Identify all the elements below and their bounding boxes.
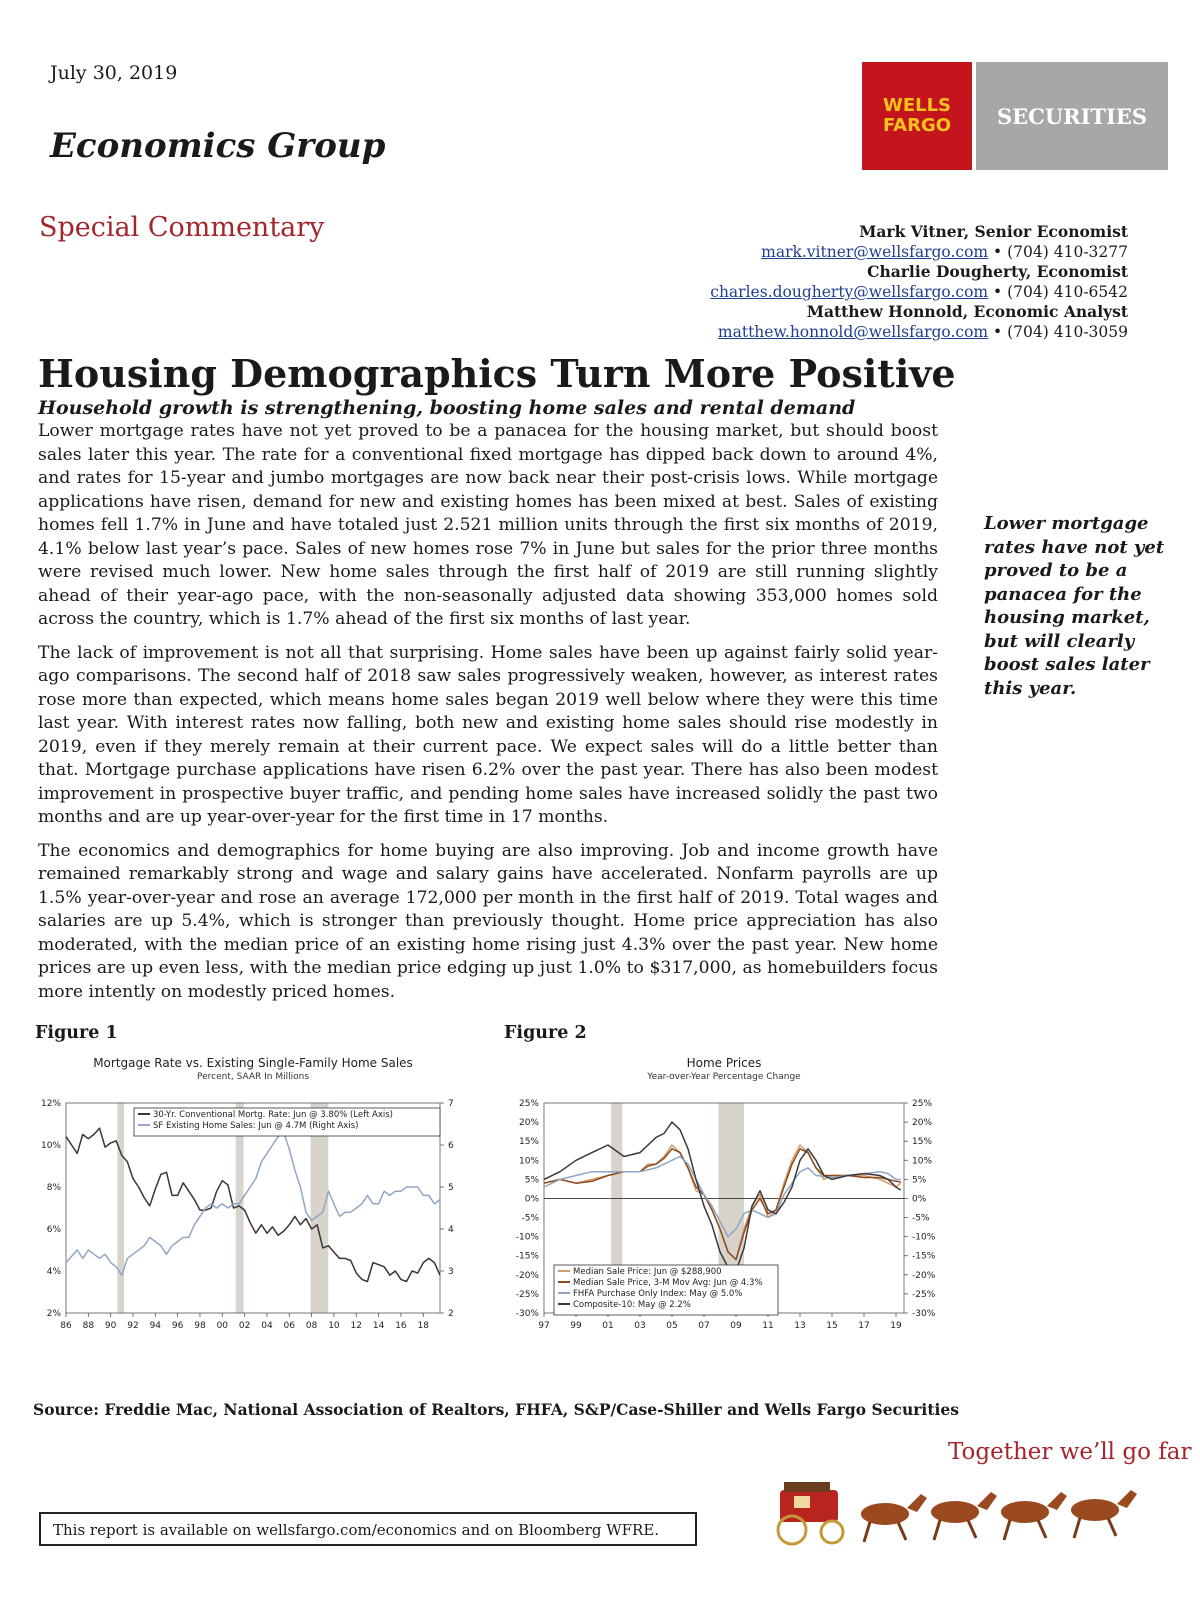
figure-1-chart — [30, 1053, 475, 1383]
y-tick-label-right: -10% — [912, 1232, 936, 1243]
report-date: July 30, 2019 — [50, 62, 178, 84]
x-tick-label: 18 — [417, 1321, 429, 1331]
y-tick-label-right: 10% — [912, 1156, 933, 1167]
author-name: Matthew Honnold, Economic Analyst — [806, 302, 1128, 321]
y-tick-label-right: 5 — [448, 1183, 454, 1193]
author-email-link[interactable]: charles.dougherty@wellsfargo.com — [710, 283, 989, 301]
y-tick-label-right: 20% — [912, 1118, 933, 1129]
horse-head — [907, 1494, 927, 1512]
x-tick-label: 02 — [238, 1321, 251, 1331]
y-tick-label-right: 15% — [912, 1137, 933, 1148]
y-tick-label-left: 6% — [46, 1225, 61, 1235]
y-tick-label-left: 0% — [524, 1194, 539, 1205]
author-contact: mark.vitner@wellsfargo.com • (704) 410-3277 — [761, 243, 1128, 261]
x-tick-label: 92 — [127, 1321, 139, 1331]
y-tick-label-right: 25% — [912, 1099, 933, 1109]
legend-entry: Median Sale Price: Jun @ $288,900 — [573, 1267, 722, 1277]
x-tick-label: 10 — [328, 1321, 340, 1331]
x-tick-label: 16 — [395, 1321, 407, 1331]
coach-roof — [784, 1482, 830, 1492]
y-tick-label-right: -25% — [912, 1289, 936, 1300]
legend-entry: FHFA Purchase Only Index: May @ 5.0% — [573, 1289, 743, 1299]
author-name: Mark Vitner, Senior Economist — [859, 222, 1128, 241]
legend-entry: 30-Yr. Conventional Mortg. Rate: Jun @ 3.80% (Left Axis) — [153, 1110, 393, 1120]
x-tick-label: 06 — [283, 1321, 296, 1331]
x-tick-label: 09 — [730, 1321, 742, 1331]
author-3 — [710, 302, 1128, 342]
x-tick-label: 07 — [698, 1321, 710, 1331]
y-tick-label-left: -10% — [515, 1232, 539, 1243]
section-label: Special Commentary — [39, 212, 325, 243]
author-1 — [710, 222, 1128, 262]
author-email-link[interactable]: mark.vitner@wellsfargo.com — [761, 243, 989, 261]
y-tick-label-right: 6 — [448, 1141, 454, 1151]
x-tick-label: 17 — [858, 1321, 870, 1331]
horse — [931, 1501, 979, 1523]
author-phone: (704) 410-3059 — [1007, 323, 1128, 341]
securities-logo: SECURITIES — [976, 62, 1168, 170]
y-tick-label-left: -20% — [515, 1270, 539, 1281]
x-tick-label: 03 — [634, 1321, 646, 1331]
horse — [1071, 1499, 1119, 1521]
y-tick-label-left: 25% — [518, 1099, 539, 1109]
source-note: Source: Freddie Mac, National Association of Realtors, FHFA, S&P/Case-Shiller and Wells Fargo Securities — [33, 1400, 959, 1419]
horse — [1001, 1501, 1049, 1523]
y-tick-label-left: 10% — [518, 1156, 539, 1167]
horse-team — [861, 1490, 1137, 1525]
x-tick-label: 19 — [890, 1321, 902, 1331]
x-tick-label: 86 — [60, 1321, 72, 1331]
x-tick-label: 88 — [82, 1321, 95, 1331]
chart-subtitle: Percent, SAAR In Millions — [196, 1072, 310, 1082]
y-tick-label-right: 2 — [448, 1309, 454, 1319]
pull-quote: Lower mortgage rates have not yet proved to be a panacea for the housing market, but will clearly boost sales later this year. — [984, 513, 1165, 699]
brand-tagline: Together we’ll go far — [948, 1439, 1192, 1465]
author-email-link[interactable]: matthew.honnold@wellsfargo.com — [717, 323, 989, 341]
y-tick-label-right: 5% — [912, 1175, 927, 1186]
body-paragraph: Lower mortgage rates have not yet proved to be a panacea for the housing market, but should boost sales later this year. The rate for a conventional fixed mortgage has dipped back down to around 4%, and rates for 15-year and jumbo mortgages are now back near their post-crisis lows. While mortgage applications have risen, demand for new and existing homes has been mixed at best. Sales of existing homes fell 1.7% in June and have totaled just 2.521 million units through the first six months of 2019, 4.1% below last year’s pace. Sales of new homes rose 7% in June but sales for the prior three months were revised much lower. New home sales through the first half of 2019 are still running slightly ahead of their year-ago pace, with the non-seasonally adjusted data showing 353,000 homes sold across the country, which is 1.7% ahead of the first six months of last year. — [38, 421, 938, 629]
x-tick-label: 08 — [305, 1321, 318, 1331]
author-phone: (704) 410-3277 — [1007, 243, 1128, 261]
x-tick-label: 11 — [762, 1321, 774, 1331]
y-tick-label-left: 15% — [518, 1137, 539, 1148]
article-subtitle: Household growth is strengthening, boosting home sales and rental demand — [38, 397, 856, 419]
body-paragraph: The economics and demographics for home buying are also improving. Job and income growth have remained remarkably strong and wage and salary gains have accelerated. Nonfarm payrolls are up 1.5% year-over-year and rose an average 172,000 per month in the first half of 2019. Total wages and salaries are up 5.4%, which is stronger than previously thought. Home price appreciation has also moderated, with the median price of an existing home rising just 4.3% over the past year. New home prices are up even less, with the median price edging up just 1.0% to $317,000, as homebuilders focus more intently on modestly priced homes. — [38, 840, 938, 1002]
article-body — [38, 420, 938, 1014]
figure-1-label: Figure 1 — [35, 1023, 118, 1043]
legend-entry: Composite-10: May @ 2.2% — [573, 1300, 691, 1310]
y-tick-label-left: 20% — [518, 1118, 539, 1129]
y-tick-label-right: -20% — [912, 1270, 936, 1281]
recession-band — [117, 1103, 124, 1313]
x-tick-label: 97 — [538, 1321, 550, 1331]
y-tick-label-left: -5% — [521, 1213, 539, 1224]
y-tick-label-left: 2% — [46, 1309, 61, 1319]
logo-line-1: WELLS — [882, 95, 952, 116]
figure-2-label: Figure 2 — [504, 1023, 587, 1043]
y-tick-label-right: 4 — [448, 1225, 454, 1235]
x-tick-label: 00 — [216, 1321, 229, 1331]
figure-2-chart — [500, 1053, 958, 1383]
author-phone: (704) 410-6542 — [1007, 283, 1128, 301]
x-tick-label: 98 — [194, 1321, 206, 1331]
x-tick-label: 05 — [666, 1321, 678, 1331]
legend-entry: SF Existing Home Sales: Jun @ 4.7M (Right Axis) — [153, 1121, 359, 1131]
author-name: Charlie Dougherty, Economist — [867, 262, 1128, 281]
author-2 — [710, 262, 1128, 302]
x-tick-label: 04 — [261, 1321, 273, 1331]
y-tick-label-left: -25% — [515, 1289, 539, 1300]
chart-subtitle: Year-over-Year Percentage Change — [647, 1072, 801, 1082]
chart-title: Mortgage Rate vs. Existing Single-Family Home Sales — [93, 1056, 413, 1070]
y-tick-label-right: -30% — [912, 1309, 936, 1319]
y-tick-label-left: 5% — [524, 1175, 539, 1186]
x-tick-label: 94 — [149, 1321, 162, 1331]
wells-fargo-securities-logo — [862, 62, 1168, 170]
author-contact: charles.dougherty@wellsfargo.com • (704) 410-6542 — [710, 283, 1128, 301]
horse-head — [1117, 1490, 1137, 1508]
horse-head — [977, 1492, 997, 1510]
x-tick-label: 90 — [104, 1321, 117, 1331]
chart-title: Home Prices — [686, 1056, 762, 1070]
y-tick-label-left: 8% — [46, 1183, 61, 1193]
x-tick-label: 96 — [171, 1321, 184, 1331]
horse-head — [1047, 1492, 1067, 1510]
y-tick-label-right: 7 — [448, 1099, 454, 1109]
x-tick-label: 13 — [794, 1321, 806, 1331]
x-tick-label: 01 — [602, 1321, 614, 1331]
stagecoach-illustration — [770, 1478, 1165, 1548]
group-title: Economics Group — [50, 126, 386, 166]
coach-window — [794, 1496, 810, 1508]
availability-notice: This report is available on wellsfargo.com/economics and on Bloomberg WFRE. — [39, 1512, 697, 1546]
y-tick-label-left: -15% — [515, 1251, 539, 1262]
y-tick-label-left: -30% — [515, 1309, 539, 1319]
author-list — [710, 222, 1128, 342]
y-tick-label-right: -5% — [912, 1213, 930, 1224]
horse — [861, 1503, 909, 1525]
x-tick-label: 12 — [350, 1321, 362, 1331]
x-tick-label: 99 — [570, 1321, 582, 1331]
y-tick-label-right: 3 — [448, 1267, 454, 1277]
article-title: Housing Demographics Turn More Positive — [38, 351, 956, 396]
y-tick-label-left: 4% — [46, 1267, 61, 1277]
y-tick-label-right: 0% — [912, 1194, 927, 1205]
y-tick-label-right: -15% — [912, 1251, 936, 1262]
x-tick-label: 15 — [826, 1321, 838, 1331]
logo-line-2: FARGO — [882, 115, 952, 136]
y-tick-label-left: 10% — [40, 1141, 61, 1151]
coach-wheel — [821, 1521, 843, 1543]
x-tick-label: 14 — [372, 1321, 385, 1331]
author-contact: matthew.honnold@wellsfargo.com • (704) 410-3059 — [717, 323, 1128, 341]
legend-entry: Median Sale Price, 3-M Mov Avg: Jun @ 4.3% — [573, 1278, 763, 1288]
wells-fargo-logo — [862, 62, 972, 170]
body-paragraph: The lack of improvement is not all that surprising. Home sales have been up against fairly solid year-ago comparisons. The second half of 2018 saw sales progressively weaken, however, as interest rates rose more than expected, which means home sales began 2019 well below where they were this time last year. With interest rates now falling, both new and existing home sales should rise modestly in 2019, even if they merely remain at their current pace. We expect sales will do a little better than that. Mortgage purchase applications have risen 6.2% over the past year. There has also been modest improvement in prospective buyer traffic, and pending home sales have increased solidly the past two months and are up year-over-year for the first time in 17 months. — [38, 642, 938, 827]
y-tick-label-left: 12% — [40, 1099, 61, 1109]
